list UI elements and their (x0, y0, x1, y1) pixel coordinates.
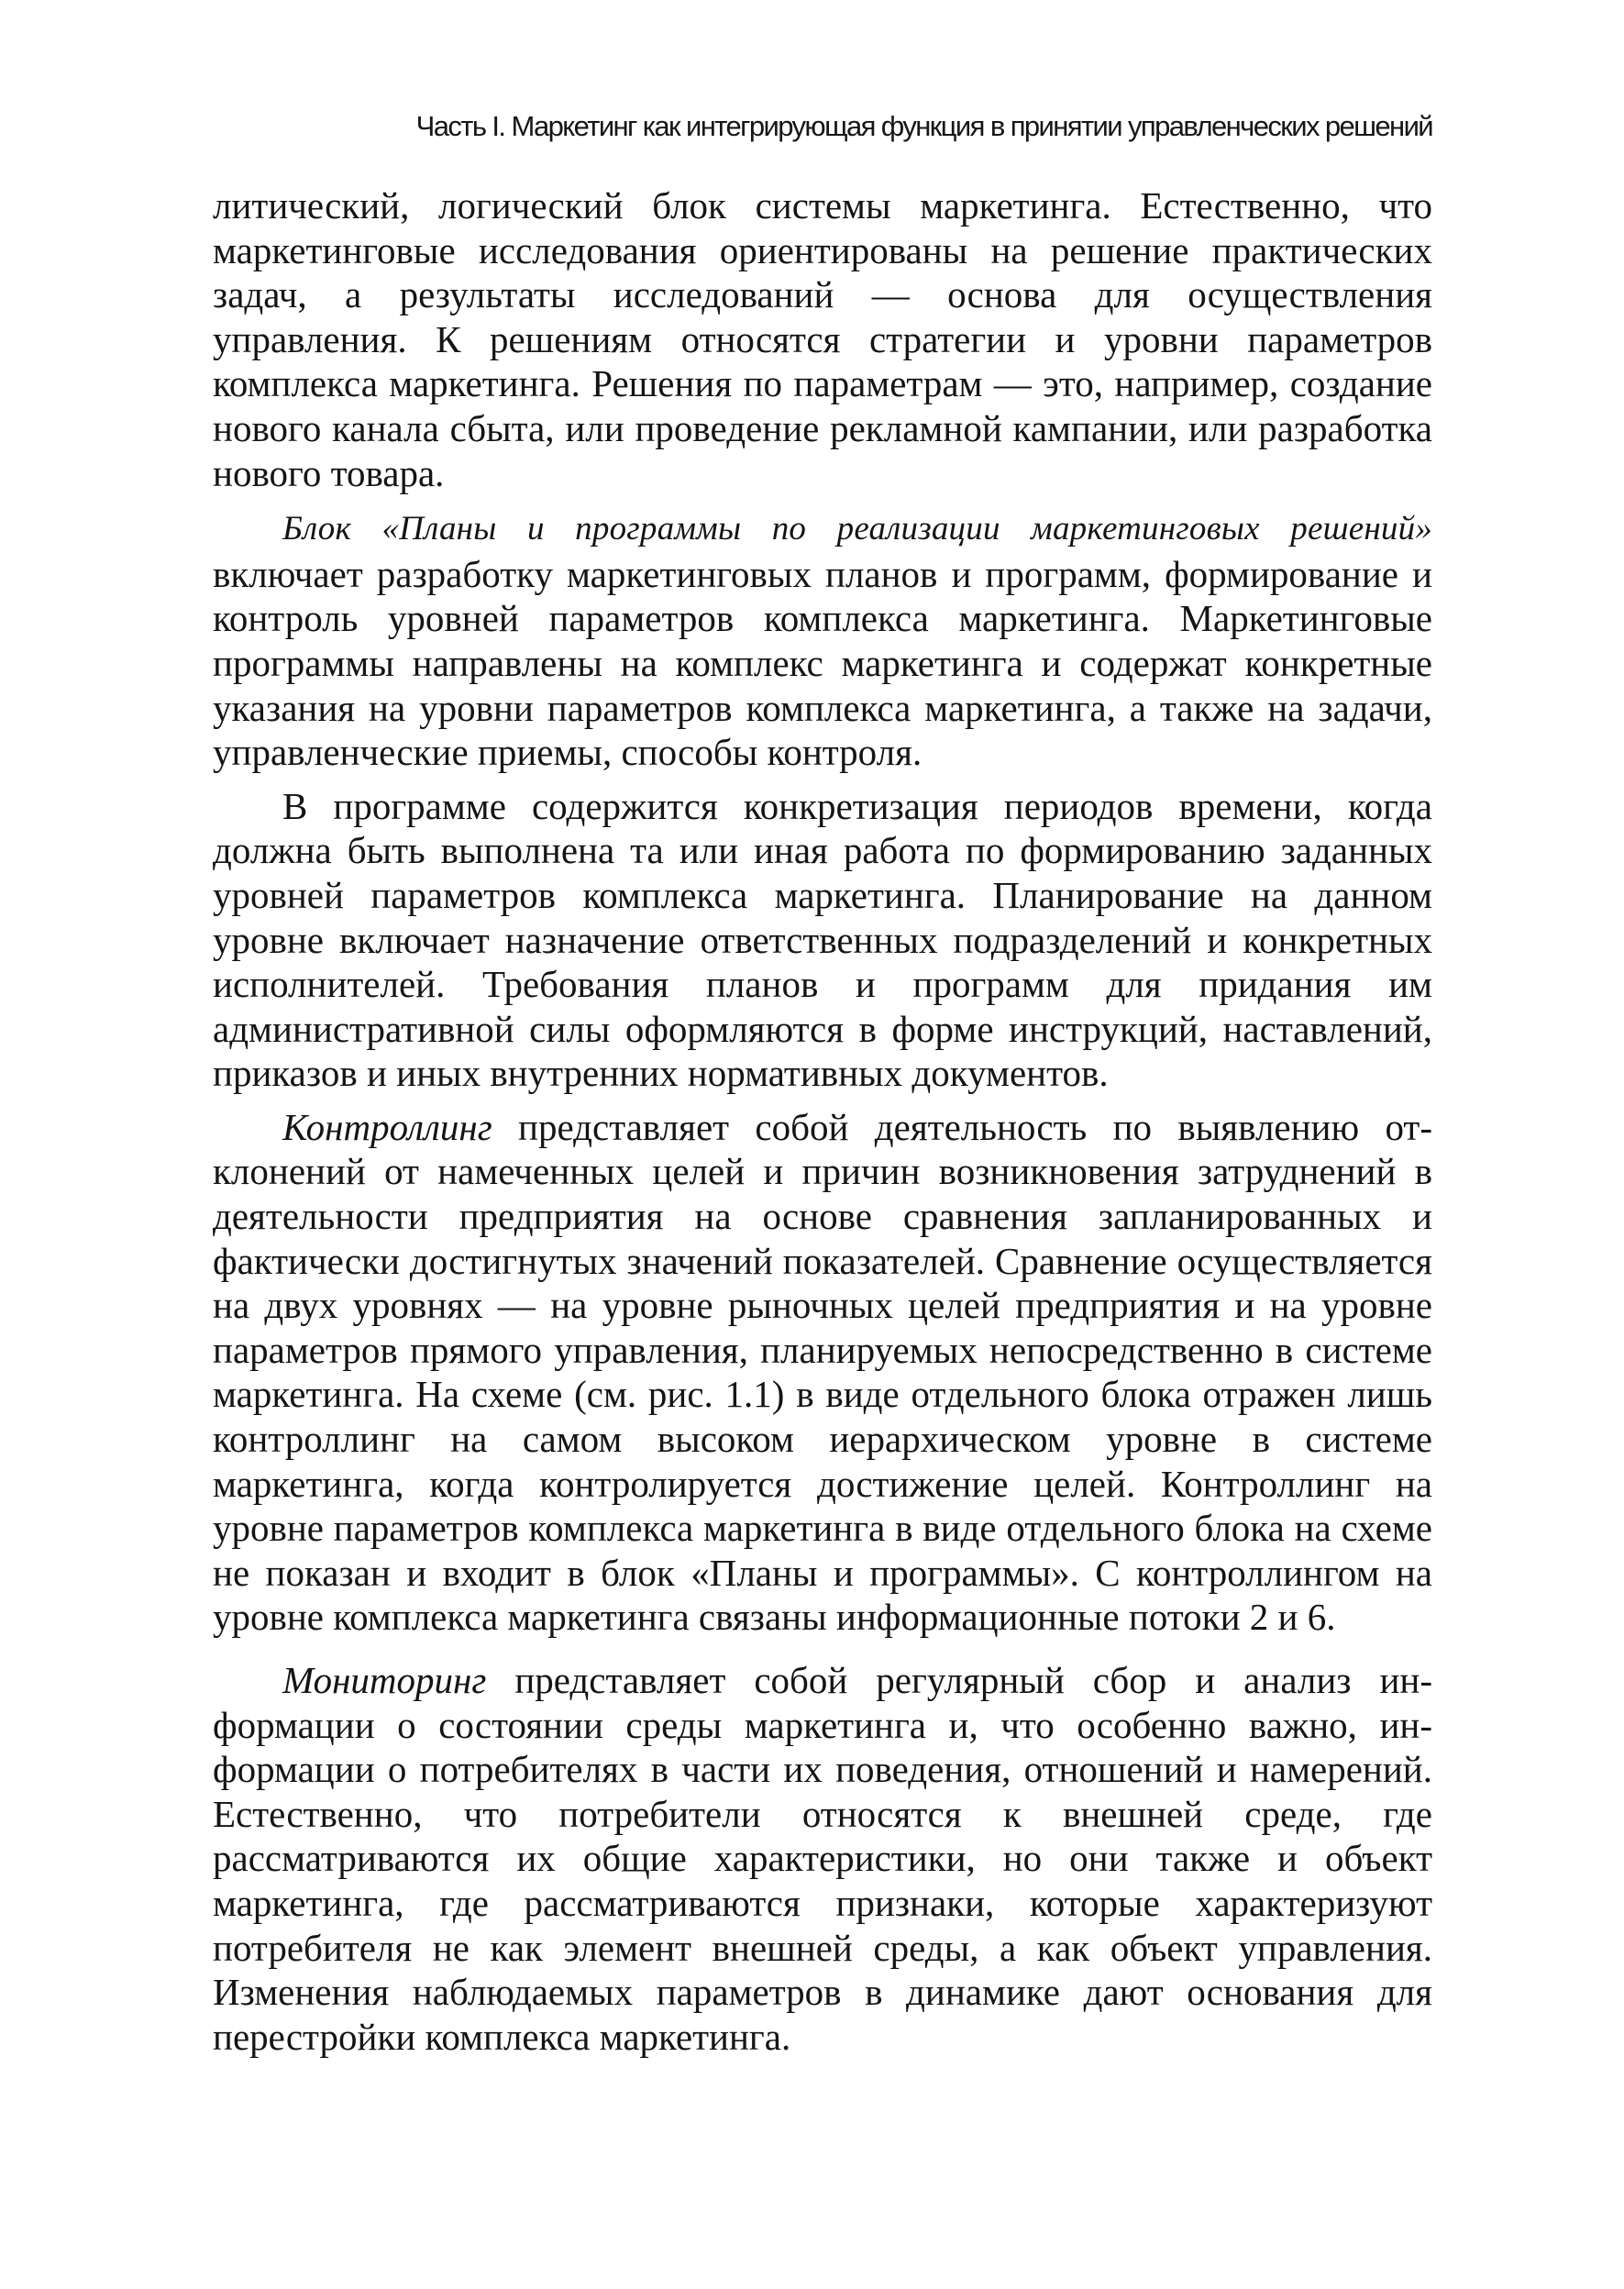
paragraph-program (213, 784, 1432, 1096)
paragraph-lead-italic: Контроллинг (282, 1105, 492, 1148)
paragraph-text: В программе содержится конкретизация периодов времени, когда должна быть выполнена та или иная работа по формированию заданных уровней параметров комплекса маркетинга. Планирование на данном уровне включает назначение ответственных подразделений и конкретных исполнителей. Требования планов и программ для придания им административной силы оформляются в форме инструкций, наставлений, приказов и иных внутренних нормативных документов. (213, 784, 1432, 1095)
paragraph-lead-italic: Мониторинг (282, 1659, 487, 1701)
paragraph-text: представляет собой регулярный сбор и анализ информации о состоянии среды маркетинга и, что особенно важно, информации о потребителях в части их поведения, отношений и намерений. Естественно, что потребители относятся к внешней среде, где рассматриваются их общие характеристики, но они также и объект маркетинга, где рассматриваются признаки, которые характеризуют потребителя не как элемент внешней среды, а как объект управления. Изменения наблюдаемых параметров в динамике дают основания для перестройки комплекса маркетинга. (213, 1659, 1432, 2058)
body-text (213, 183, 1432, 2059)
paragraph-lead-italic: Блок «Планы и программы по реализации маркетинговых решений» (282, 510, 1432, 548)
paragraph-plans-block (213, 504, 1432, 775)
paragraph-text: литический, логический блок системы маркетинга. Естественно, что маркетинговые исследования ориентированы на решение практических задач, а результаты исследований — основа для осуществления управления. К решениям относятся стратегии и уровни параметров комплекса маркетинга. Решения по параметрам — это, например, создание нового канала сбыта, или проведение рекламной кампании, или разработка нового товара. (213, 184, 1432, 494)
running-header: Часть I. Маркетинг как интегрирующая функция в принятии управленческих решений (415, 110, 1432, 142)
paragraph-text: представляет собой деятельность по выявлению отклонений от намеченных целей и причин возникновения затруднений в деятельности предприятия на основе сравнения запланированных и фактически достигнутых значений показателей. Сравнение осуществляется на двух уровнях — на уровне рыночных целей предприятия и на уровне параметров прямого управления, планируемых непосредственно в системе маркетинга. На схеме (см. рис. 1.1) в виде отдельного блока отражен лишь контроллинг на самом высоком иерархическом уровне в системе маркетинга, когда контролируется достижение целей. Контроллинг на уровне параметров комплекса маркетинга в виде отдельного блока на схеме не показан и входит в блок «Планы и программы». С контроллингом на уровне комплекса маркетинга связаны информационные потоки 2 и 6. (213, 1105, 1432, 1639)
paragraph-continuation (213, 183, 1432, 495)
paragraph-text: включает разработку маркетинговых планов и программ, формирование и контроль уровней параметров комплекса маркетинга. Маркетинговые программы направлены на комплекс маркетинга и содержат конкретные указания на уровни параметров комплекса маркетинга, а также на задачи, управленческие приемы, способы контроля. (213, 552, 1432, 774)
paragraph-monitoring (213, 1658, 1432, 2059)
paragraph-controlling (213, 1105, 1432, 1640)
